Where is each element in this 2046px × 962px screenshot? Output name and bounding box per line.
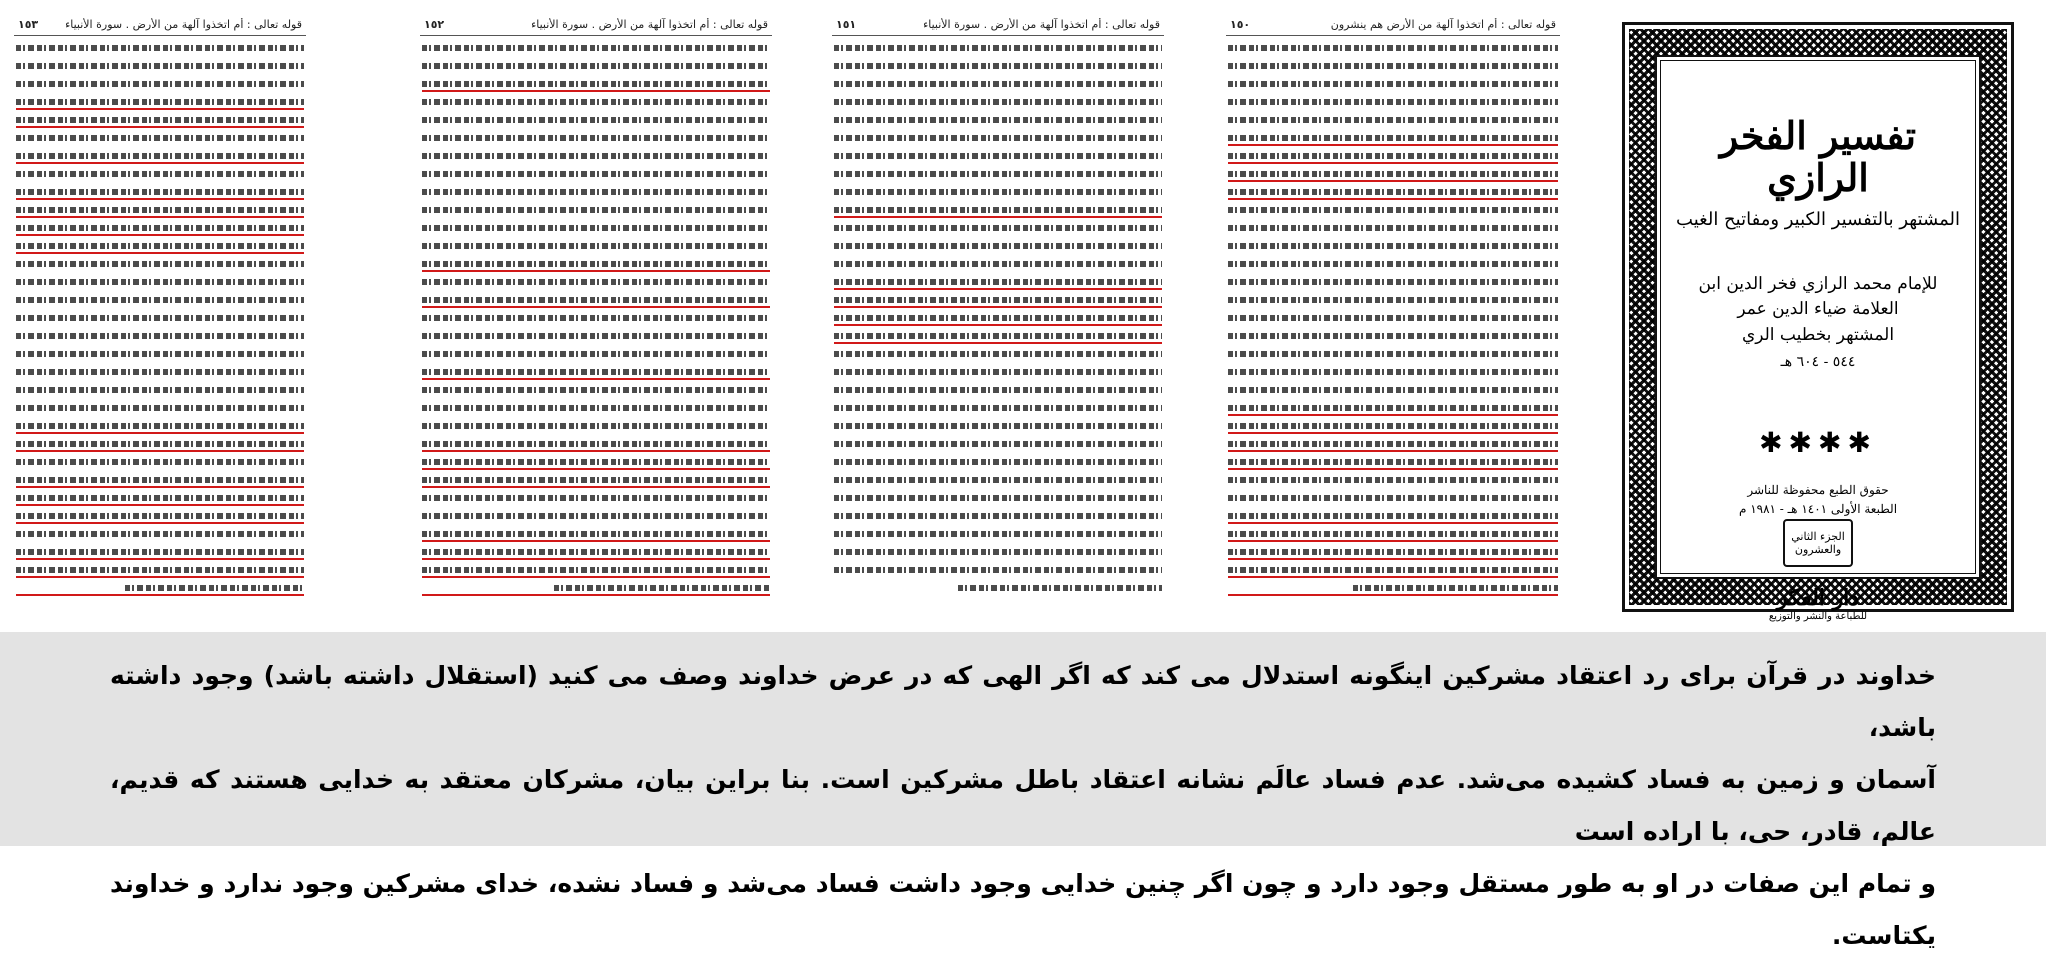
text-line: [1226, 492, 1560, 504]
text-line-ink: [422, 477, 770, 483]
caption-line-3: و تمام این صفات در او به طور مستقل وجود دارد و چون اگر چنین خدایی وجود داشت فساد می‌شد و فساد نشده، خدای مشرکین وجود ندارد و خداوند یکتاست.: [110, 869, 1936, 950]
text-line: [420, 150, 772, 162]
text-line: [832, 564, 1164, 576]
text-line-ink: [834, 135, 1162, 141]
text-line-ink: [834, 117, 1162, 123]
page-header: [1226, 18, 1560, 36]
text-line: [14, 186, 306, 198]
text-line-ink: [834, 189, 1162, 195]
text-line: [832, 402, 1164, 414]
text-line: [1226, 474, 1560, 486]
text-line: [14, 582, 306, 594]
text-line: [1226, 582, 1560, 594]
text-line: [420, 510, 772, 522]
page-header: [14, 18, 306, 36]
text-line-ink: [834, 243, 1162, 249]
text-line: [832, 204, 1164, 216]
text-line: [14, 78, 306, 90]
text-line-ink: [422, 315, 770, 321]
text-line: [14, 564, 306, 576]
text-line: [420, 492, 772, 504]
text-line: [420, 564, 772, 576]
text-line: [832, 294, 1164, 306]
text-line: [1226, 42, 1560, 54]
text-line: [420, 114, 772, 126]
text-line-ink: [422, 297, 770, 303]
text-line: [14, 114, 306, 126]
text-line-ink: [554, 585, 770, 591]
text-line-ink: [16, 81, 304, 87]
text-line-ink: [422, 459, 770, 465]
text-line-ink: [16, 45, 304, 51]
cover-author-line2: المشتهر بخطيب الري: [1741, 324, 1895, 345]
text-line-ink: [422, 549, 770, 555]
text-line-ink: [1228, 477, 1558, 483]
text-line: [1226, 240, 1560, 252]
page-number: ١٥١: [836, 18, 857, 31]
text-line: [420, 366, 772, 378]
text-line-ink: [1228, 243, 1558, 249]
text-line: [14, 222, 306, 234]
text-line-ink: [16, 567, 304, 573]
page-number: ١٥٠: [1230, 18, 1251, 31]
text-line: [420, 420, 772, 432]
text-line-ink: [1228, 531, 1558, 537]
text-line: [832, 132, 1164, 144]
text-line-ink: [834, 531, 1162, 537]
book-page-151: [832, 18, 1164, 608]
text-line: [832, 474, 1164, 486]
cover-volume-badge: الجزء الثاني والعشرون: [1783, 519, 1853, 567]
caption-line-2: آسمان و زمین به فساد کشیده می‌شد. عدم فساد عالَم نشانه اعتقاد باطل مشرکین است. بنا براین بیان، مشرکان معتقد به خدایی هستند که قدیم، عالم، قادر، حی، با اراده است: [110, 765, 1936, 846]
cover-title: تفسير الفخر الرازي: [1719, 113, 1917, 200]
text-line: [14, 276, 306, 288]
text-line-ink: [16, 225, 304, 231]
text-line-ink: [834, 387, 1162, 393]
text-line-ink: [422, 513, 770, 519]
cover-rights: [1739, 481, 1897, 519]
text-line: [832, 150, 1164, 162]
cover-author-line1: للإمام محمد الرازي فخر الدين ابن العلامة ضياء الدين عمر: [1698, 273, 1938, 320]
text-line: [420, 60, 772, 72]
text-line: [420, 528, 772, 540]
text-line: [832, 582, 1164, 594]
text-line: [1226, 114, 1560, 126]
text-line-ink: [422, 189, 770, 195]
page-header-title: قوله تعالى : أم اتخذوا آلهة من الأرض . سورة الأنبياء: [923, 18, 1160, 31]
text-line-ink: [1228, 333, 1558, 339]
text-line-ink: [1228, 171, 1558, 177]
cover-author: [1675, 272, 1961, 349]
text-line-ink: [834, 405, 1162, 411]
text-line: [832, 222, 1164, 234]
text-line-ink: [834, 261, 1162, 267]
cover-subtitle: المشتهر بالتفسير الكبير ومفاتيح الغيب: [1676, 208, 1960, 230]
text-line-ink: [834, 315, 1162, 321]
text-line: [1226, 528, 1560, 540]
text-line-ink: [16, 99, 304, 105]
caption-line-1: خداوند در قرآن برای رد اعتقاد مشرکین اینگونه استدلال می کند که اگر الهی که در عرض خداوند وصف می کنید (استقلال داشته باشد) وجود داشته باشد،: [110, 661, 1936, 742]
text-line-ink: [1228, 189, 1558, 195]
text-line: [14, 456, 306, 468]
text-line-ink: [16, 387, 304, 393]
text-line-ink: [422, 99, 770, 105]
text-line-ink: [834, 333, 1162, 339]
text-line: [14, 492, 306, 504]
text-line: [832, 384, 1164, 396]
text-line: [1226, 150, 1560, 162]
text-line: [832, 258, 1164, 270]
text-line-ink: [422, 531, 770, 537]
text-line-ink: [422, 333, 770, 339]
text-line: [1226, 510, 1560, 522]
text-line: [420, 348, 772, 360]
text-line: [14, 474, 306, 486]
text-line-ink: [834, 99, 1162, 105]
text-line: [832, 114, 1164, 126]
text-line: [14, 402, 306, 414]
text-line-ink: [16, 207, 304, 213]
text-line-ink: [16, 135, 304, 141]
text-line-ink: [834, 369, 1162, 375]
text-line: [420, 384, 772, 396]
text-line-ink: [834, 297, 1162, 303]
page-text-block: [420, 36, 772, 594]
text-line-ink: [834, 441, 1162, 447]
text-line: [420, 78, 772, 90]
text-line-ink: [422, 117, 770, 123]
cover-rights-line1: حقوق الطبع محفوظة للناشر: [1747, 483, 1889, 498]
page-text-block: [14, 36, 306, 594]
text-line: [420, 402, 772, 414]
text-line: [14, 294, 306, 306]
cover-publisher-subtitle: للطباعة والنشر والتوزيع: [1768, 611, 1868, 623]
text-line: [14, 438, 306, 450]
book-page-153: [14, 18, 306, 608]
text-line: [420, 456, 772, 468]
text-line-ink: [1228, 261, 1558, 267]
text-line-ink: [1228, 351, 1558, 357]
text-line: [832, 186, 1164, 198]
text-line: [832, 366, 1164, 378]
text-line: [1226, 402, 1560, 414]
text-line-ink: [834, 495, 1162, 501]
page-header: [832, 18, 1164, 36]
text-line-ink: [16, 495, 304, 501]
text-line: [14, 420, 306, 432]
text-line: [1226, 294, 1560, 306]
text-line-ink: [1228, 513, 1558, 519]
text-line-ink: [16, 531, 304, 537]
text-line-ink: [16, 477, 304, 483]
page-header-title: قوله تعالى : أم اتخذوا آلهة من الأرض . سورة الأنبياء: [531, 18, 768, 31]
text-line: [1226, 186, 1560, 198]
text-line-ink: [1228, 279, 1558, 285]
text-line: [832, 528, 1164, 540]
text-line-ink: [1228, 117, 1558, 123]
page-header-title: قوله تعالى : أم اتخذوا آلهة من الأرض . سورة الأنبياء: [65, 18, 302, 31]
text-line: [1226, 438, 1560, 450]
text-line-ink: [1228, 549, 1558, 555]
text-line-ink: [1353, 585, 1558, 591]
text-line: [14, 528, 306, 540]
text-line-ink: [16, 459, 304, 465]
text-line-ink: [1228, 567, 1558, 573]
text-line: [832, 312, 1164, 324]
text-line: [1226, 366, 1560, 378]
text-line-ink: [422, 423, 770, 429]
text-line: [832, 546, 1164, 558]
text-line: [420, 186, 772, 198]
text-line: [832, 492, 1164, 504]
text-line-ink: [16, 513, 304, 519]
text-line: [14, 384, 306, 396]
text-line-ink: [834, 567, 1162, 573]
text-line-ink: [16, 243, 304, 249]
text-line: [420, 474, 772, 486]
text-line-ink: [1228, 441, 1558, 447]
text-line-ink: [422, 369, 770, 375]
text-line-ink: [16, 153, 304, 159]
text-line: [14, 60, 306, 72]
text-line: [420, 294, 772, 306]
text-line-ink: [1228, 495, 1558, 501]
text-line-ink: [16, 549, 304, 555]
text-line-ink: [834, 171, 1162, 177]
text-line: [832, 168, 1164, 180]
text-line: [14, 312, 306, 324]
text-line: [420, 132, 772, 144]
text-line-ink: [16, 297, 304, 303]
cover-rights-line2: الطبعة الأولى ١٤٠١ هـ - ١٩٨١ م: [1738, 502, 1898, 517]
text-line-ink: [16, 423, 304, 429]
text-line: [14, 168, 306, 180]
text-line-ink: [1228, 207, 1558, 213]
text-line: [14, 546, 306, 558]
page-number: ١٥٢: [424, 18, 445, 31]
text-line-ink: [422, 495, 770, 501]
text-line-ink: [1228, 297, 1558, 303]
text-line: [1226, 168, 1560, 180]
text-line-ink: [958, 585, 1162, 591]
text-line-ink: [422, 63, 770, 69]
text-line: [832, 438, 1164, 450]
text-line: [1226, 60, 1560, 72]
text-line: [1226, 276, 1560, 288]
text-line-ink: [834, 549, 1162, 555]
text-line-ink: [1228, 81, 1558, 87]
text-line-ink: [1228, 459, 1558, 465]
page-text-block: [1226, 36, 1560, 594]
book-page-150: [1226, 18, 1560, 608]
text-line-ink: [422, 279, 770, 285]
text-line: [14, 204, 306, 216]
text-line-ink: [834, 153, 1162, 159]
text-line: [14, 240, 306, 252]
text-line: [14, 132, 306, 144]
text-line-ink: [834, 225, 1162, 231]
text-line-ink: [16, 63, 304, 69]
text-line: [420, 240, 772, 252]
text-line-ink: [834, 513, 1162, 519]
text-line-ink: [834, 279, 1162, 285]
text-line: [832, 96, 1164, 108]
text-line: [420, 96, 772, 108]
text-line: [1226, 312, 1560, 324]
text-line-ink: [422, 135, 770, 141]
text-line: [420, 330, 772, 342]
text-line: [832, 240, 1164, 252]
text-line: [1226, 348, 1560, 360]
text-line: [14, 42, 306, 54]
cover-years: ٥٤٤ - ٦٠٤ هـ: [1780, 354, 1856, 371]
text-line: [14, 150, 306, 162]
text-line: [832, 60, 1164, 72]
text-line: [1226, 96, 1560, 108]
text-line: [14, 330, 306, 342]
persian-caption-band: [0, 632, 2046, 950]
text-line-ink: [422, 567, 770, 573]
text-line-ink: [422, 261, 770, 267]
text-line: [832, 456, 1164, 468]
text-line: [832, 276, 1164, 288]
text-line-ink: [1228, 423, 1558, 429]
text-line: [1226, 78, 1560, 90]
text-line: [1226, 204, 1560, 216]
text-line-ink: [1228, 63, 1558, 69]
text-line-ink: [422, 387, 770, 393]
text-line-ink: [422, 351, 770, 357]
text-line-ink: [834, 207, 1162, 213]
text-line-ink: [834, 45, 1162, 51]
text-line: [14, 258, 306, 270]
text-line: [420, 582, 772, 594]
text-line: [14, 348, 306, 360]
text-line-ink: [834, 459, 1162, 465]
text-line-ink: [422, 153, 770, 159]
text-line: [14, 96, 306, 108]
text-line: [1226, 132, 1560, 144]
text-line-ink: [1228, 225, 1558, 231]
text-line: [1226, 330, 1560, 342]
text-line-ink: [16, 315, 304, 321]
cover-publisher: دار الفكر: [1776, 585, 1860, 612]
text-line-ink: [16, 441, 304, 447]
text-line-ink: [422, 81, 770, 87]
text-line-ink: [16, 351, 304, 357]
page-text-block: [832, 36, 1164, 594]
text-line-ink: [16, 261, 304, 267]
text-line: [1226, 456, 1560, 468]
text-line: [1226, 564, 1560, 576]
text-line: [420, 204, 772, 216]
text-line-ink: [834, 477, 1162, 483]
text-line-ink: [16, 117, 304, 123]
text-line: [1226, 258, 1560, 270]
text-line: [832, 42, 1164, 54]
text-line-ink: [422, 243, 770, 249]
text-line-ink: [16, 333, 304, 339]
text-line-ink: [1228, 45, 1558, 51]
page-header: [420, 18, 772, 36]
text-line-ink: [16, 189, 304, 195]
text-line-ink: [422, 405, 770, 411]
text-line: [14, 510, 306, 522]
text-line-ink: [1228, 315, 1558, 321]
text-line-ink: [422, 45, 770, 51]
text-line-ink: [16, 405, 304, 411]
text-line-ink: [125, 585, 304, 591]
text-line: [420, 222, 772, 234]
text-line: [420, 312, 772, 324]
cover-publisher-wrap: [1769, 585, 1867, 622]
text-line: [420, 168, 772, 180]
text-line: [832, 348, 1164, 360]
text-line: [832, 510, 1164, 522]
text-line: [420, 42, 772, 54]
text-line: [420, 546, 772, 558]
text-line-ink: [834, 423, 1162, 429]
book-page-152: [420, 18, 772, 608]
page-header-title: قوله تعالى : أم اتخذوا آلهة من الأرض هم ينشرون: [1330, 18, 1556, 31]
text-line-ink: [16, 279, 304, 285]
text-line: [1226, 222, 1560, 234]
text-line: [832, 78, 1164, 90]
text-line: [1226, 384, 1560, 396]
text-line: [832, 330, 1164, 342]
text-line: [1226, 420, 1560, 432]
cover-publisher-block: [1769, 519, 1867, 622]
text-line-ink: [834, 63, 1162, 69]
text-line-ink: [422, 171, 770, 177]
text-line-ink: [1228, 99, 1558, 105]
text-line: [832, 420, 1164, 432]
book-cover: [1622, 22, 2014, 623]
text-line-ink: [16, 369, 304, 375]
text-line: [14, 366, 306, 378]
text-line: [1226, 546, 1560, 558]
text-line-ink: [834, 81, 1162, 87]
cover-inner-panel: [1655, 55, 1981, 623]
text-line: [420, 258, 772, 270]
cover-stars-ornament: ✱✱✱✱: [1759, 426, 1877, 460]
text-line-ink: [1228, 369, 1558, 375]
text-line-ink: [834, 351, 1162, 357]
text-line-ink: [1228, 135, 1558, 141]
text-line-ink: [1228, 153, 1558, 159]
text-line-ink: [1228, 405, 1558, 411]
text-line-ink: [16, 171, 304, 177]
text-line-ink: [1228, 387, 1558, 393]
text-line-ink: [422, 441, 770, 447]
text-line: [420, 276, 772, 288]
page-number: ١٥٣: [18, 18, 39, 31]
text-line: [420, 438, 772, 450]
text-line-ink: [422, 207, 770, 213]
text-line-ink: [422, 225, 770, 231]
